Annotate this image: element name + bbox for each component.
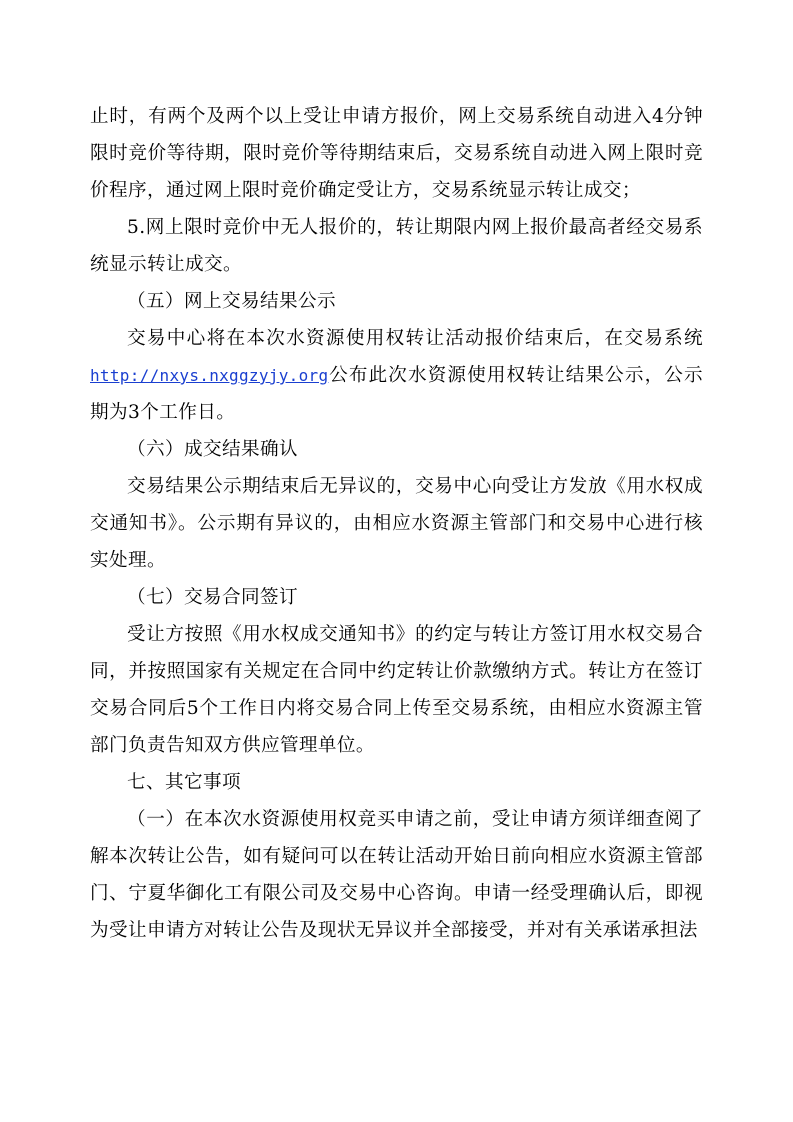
paragraph-result-confirmation: 交易结果公示期结束后无异议的，交易中心向受让方发放《用水权成交通知书》。公示期有异议的，由相应水资源主管部门和交易中心进行核实处理。 bbox=[90, 476, 703, 571]
trading-system-link[interactable]: http://nxys.nxggzyjy.org bbox=[90, 366, 329, 385]
paragraph-result-publicity bbox=[90, 320, 703, 431]
heading-result-publicity: （五）网上交易结果公示 bbox=[127, 291, 336, 312]
paragraph-no-bid-rule: 5.网上限时竞价中无人报价的，转让期限内网上报价最高者经交易系统显示转让成交。 bbox=[90, 217, 703, 275]
heading-other-matters: 七、其它事项 bbox=[127, 772, 241, 793]
paragraph-bidding-continued: 止时，有两个及两个以上受让申请方报价，网上交易系统自动进入4分钟限时竞价等待期，限时竞价等待期结束后，交易系统自动进入网上限时竞价程序，通过网上限时竞价确定受让方，交易系统显示转让成交； bbox=[90, 106, 703, 201]
heading-result-confirmation: （六）成交结果确认 bbox=[127, 439, 298, 460]
publicity-text-before: 交易中心将在本次水资源使用权转让活动报价结束后，在交易系统 bbox=[127, 328, 703, 349]
publicity-text-after: 公布此次水资源使用权转让结果公示，公示期为3个工作日。 bbox=[90, 365, 703, 423]
heading-contract-signing: （七）交易合同签订 bbox=[127, 587, 298, 608]
paragraph-other-matters-1: （一）在本次水资源使用权竞买申请之前，受让申请方须详细查阅了解本次转让公告，如有疑问可以在转让活动开始日前向相应水资源主管部门、宁夏华御化工有限公司及交易中心咨询。申请一经受理确认后，即视为受让申请方对转让公告及现状无异议并全部接受，并对有关承诺承担法 bbox=[90, 809, 703, 941]
paragraph-contract-signing: 受让方按照《用水权成交通知书》的约定与转让方签订用水权交易合同，并按照国家有关规定在合同中约定转让价款缴纳方式。转让方在签订交易合同后5个工作日内将交易合同上传至交易系统，由相应水资源主管部门负责告知双方供应管理单位。 bbox=[90, 624, 703, 756]
